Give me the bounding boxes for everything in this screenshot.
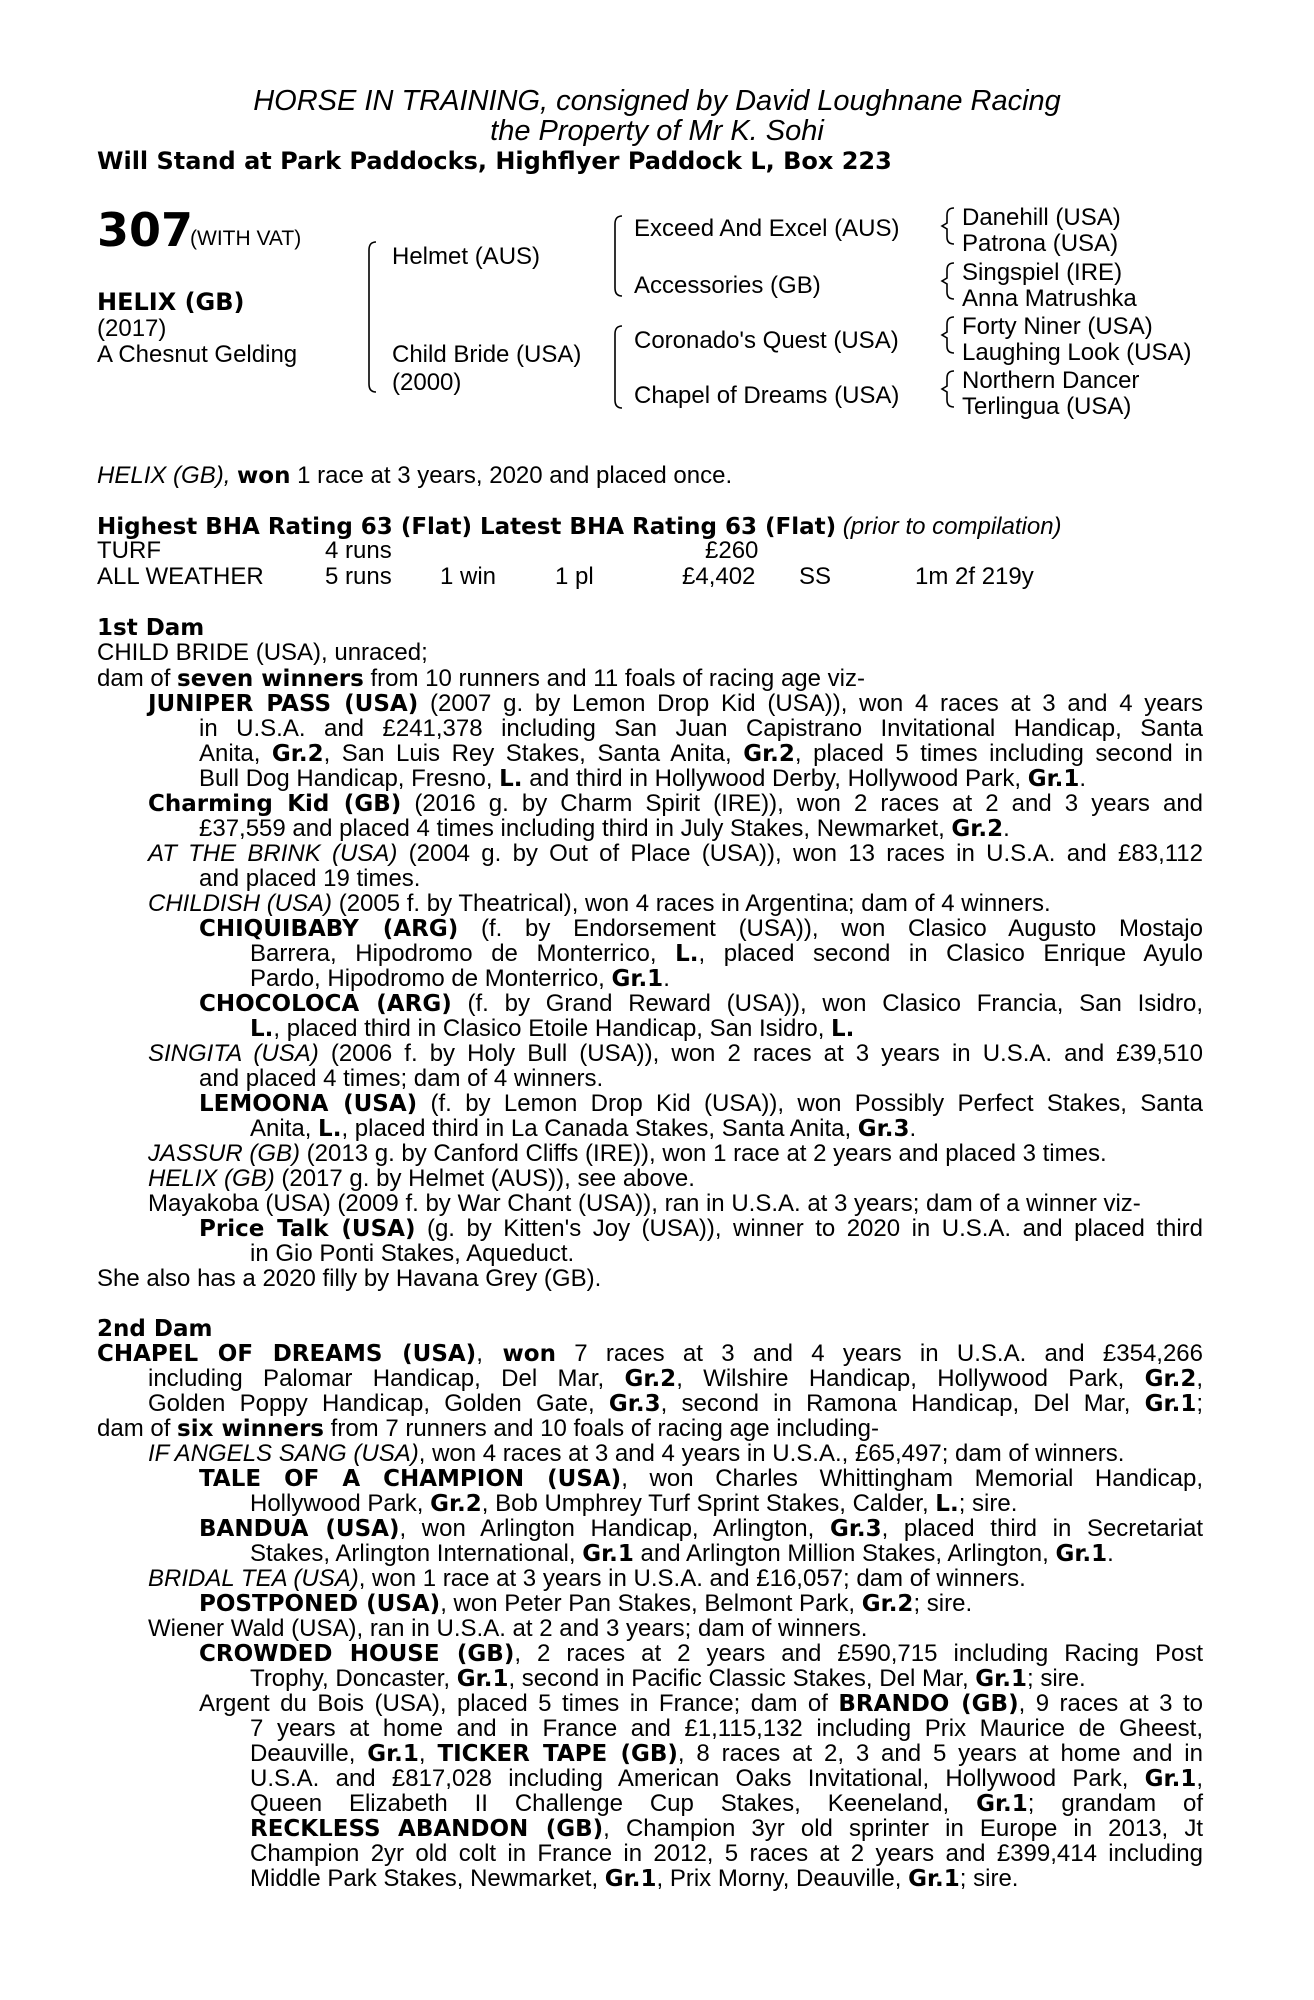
grandprogeny-line: in Gio Ponti Stakes, Aqueduct. [250,1240,575,1267]
g-dam-sire-sire: Forty Niner (USA) [962,313,1153,340]
dam-dam: Chapel of Dreams (USA) [634,382,900,409]
grandprogeny-line: Champion 2yr old colt in France in 2012, 5 races at 2 years and £399,414 including [250,1840,1203,1867]
progeny-line: JUNIPER PASS (USA) (2007 g. by Lemon Drop Kid (USA)), won 4 races at 3 and 4 years [148,690,1203,717]
progeny-line: Wiener Wald (USA), ran in U.S.A. at 2 and 3 years; dam of winners. [148,1615,868,1642]
grandprogeny-line: Middle Park Stakes, Newmarket, Gr.1, Prix Morny, Deauville, Gr.1; sire. [250,1865,1019,1892]
g-sire-dam-sire: Singspiel (IRE) [962,259,1123,286]
grandprogeny-line: BANDUA (USA), won Arlington Handicap, Arlington, Gr.3, placed third in Secretariat [199,1515,1203,1542]
grandprogeny-line: RECKLESS ABANDON (GB), Champion 3yr old sprinter in Europe in 2013, Jt [250,1815,1203,1842]
progeny-line: CHILDISH (USA) (2005 f. by Theatrical), won 4 races in Argentina; dam of 4 winners. [148,890,1051,917]
progeny-line: Anita, Gr.2, San Luis Rey Stakes, Santa Anita, Gr.2, placed 5 times including second in [199,740,1203,767]
second-dam-line: Golden Poppy Handicap, Golden Gate, Gr.3, second in Ramona Handicap, Del Mar, Gr.1; [148,1390,1203,1417]
dam-sire: Coronado's Quest (USA) [634,327,899,354]
grandprogeny-line: Stakes, Arlington International, Gr.1 and Arlington Million Stakes, Arlington, Gr.1. [250,1540,1114,1567]
record-money: £4,402 [682,563,756,590]
g-dam-sire-dam: Laughing Look (USA) [962,339,1192,366]
pedigree-bracket [612,326,624,408]
sire-dam: Accessories (GB) [634,272,821,299]
sire-sire: Exceed And Excel (AUS) [634,215,900,242]
progeny-line: Bull Dog Handicap, Fresno, L. and third in Hollywood Derby, Hollywood Park, Gr.1. [199,765,1087,792]
pedigree-bracket [366,242,378,392]
record-runs: 4 runs [325,537,392,564]
progeny-line: BRIDAL TEA (USA), won 1 race at 3 years in U.S.A. and £16,057; dam of winners. [148,1565,1026,1592]
record-distance: 1m 2f 219y [915,563,1034,590]
progeny-line: and placed 4 times; dam of 4 winners. [199,1065,604,1092]
record-ss: SS [799,563,832,590]
g-sire-sire-dam: Patrona (USA) [962,230,1119,257]
grandprogeny-line: TALE OF A CHAMPION (USA), won Charles Whittingham Memorial Handicap, [199,1465,1203,1492]
pedigree-bracket [612,216,624,296]
progeny-line: £37,559 and placed 4 times including third in July Stakes, Newmarket, Gr.2. [199,815,1010,842]
grandprogeny-line: Hollywood Park, Gr.2, Bob Umphrey Turf Sprint Stakes, Calder, L.; sire. [250,1490,1018,1517]
grandprogeny-line: Queen Elizabeth II Challenge Cup Stakes, Keeneland, Gr.1; grandam of [250,1790,1204,1817]
progeny-line: Mayakoba (USA) (2009 f. by War Chant (USA)), ran in U.S.A. at 3 years; dam of a winner viz- [148,1190,1141,1217]
stand-location: Will Stand at Park Paddocks, Highflyer Paddock L, Box 223 [97,147,892,175]
g-sire-dam-dam: Anna Matrushka [962,285,1137,312]
bha-rating: Highest BHA Rating 63 (Flat) Latest BHA Rating 63 (Flat) (prior to compilation) [97,513,1062,540]
grandprogeny-line: LEMOONA (USA) (f. by Lemon Drop Kid (USA)), won Possibly Perfect Stakes, Santa [199,1090,1203,1117]
grandprogeny-line: L., placed third in Clasico Etoile Handicap, San Isidro, L. [250,1015,855,1042]
first-dam-produce: dam of seven winners from 10 runners and 11 foals of racing age viz- [97,665,865,692]
grandprogeny-line: Argent du Bois (USA), placed 5 times in France; dam of BRANDO (GB), 9 races at 3 to [199,1690,1204,1717]
progeny-line: Charming Kid (GB) (2016 g. by Charm Spirit (IRE)), won 2 races at 2 and 3 years and [148,790,1204,817]
lot-number: 307 [97,203,194,257]
grandprogeny-line: Trophy, Doncaster, Gr.1, second in Pacific Classic Stakes, Del Mar, Gr.1; sire. [250,1665,1086,1692]
g-dam-dam-sire: Northern Dancer [962,367,1140,394]
produce-note: She also has a 2020 filly by Havana Grey (GB). [97,1265,602,1292]
grandprogeny-line: POSTPONED (USA), won Peter Pan Stakes, Belmont Park, Gr.2; sire. [199,1590,973,1617]
second-dam-line: dam of six winners from 7 runners and 10 foals of racing age including- [97,1415,879,1442]
grandprogeny-line: CHOCOLOCA (ARG) (f. by Grand Reward (USA)), won Clasico Francia, San Isidro, [199,990,1203,1017]
record-placed: 1 pl [555,563,594,590]
progeny-line: and placed 19 times. [199,865,421,892]
grandprogeny-line: Anita, L., placed third in La Canada Stakes, Santa Anita, Gr.3. [250,1115,917,1142]
grandprogeny-line: CHIQUIBABY (ARG) (f. by Endorsement (USA)), won Clasico Augusto Mostajo [199,915,1203,942]
pedigree-bracket [940,262,956,300]
g-dam-dam-dam: Terlingua (USA) [962,393,1132,420]
record-surface: ALL WEATHER [97,563,264,590]
grandprogeny-line: Deauville, Gr.1, TICKER TAPE (GB), 8 races at 2, 3 and 5 years at home and in [250,1740,1203,1767]
pedigree-bracket [940,207,956,245]
pedigree-bracket [940,370,956,408]
grandprogeny-line: Pardo, Hipodromo de Monterrico, Gr.1. [250,965,670,992]
record-money: £260 [705,537,759,564]
first-dam-intro: CHILD BRIDE (USA), unraced; [97,639,428,666]
dam: Child Bride (USA) [392,341,582,368]
sire: Helmet (AUS) [392,243,541,270]
progeny-line: JASSUR (GB) (2013 g. by Canford Cliffs (IRE)), won 1 race at 2 years and placed 3 times. [148,1140,1107,1167]
record-wins: 1 win [440,563,497,590]
consignor-line: HORSE IN TRAINING, consigned by David Loughnane Racing [253,85,1061,117]
progeny-line: HELIX (GB) (2017 g. by Helmet (AUS)), see above. [148,1165,695,1192]
property-line: the Property of Mr K. Sohi [490,115,824,147]
dam-year: (2000) [392,369,462,396]
grandprogeny-line: 7 years at home and in France and £1,115,132 including Prix Maurice de Gheest, [250,1715,1203,1742]
g-sire-sire-sire: Danehill (USA) [962,204,1121,231]
grandprogeny-line: CROWDED HOUSE (GB), 2 races at 2 years and £590,715 including Racing Post [199,1640,1204,1667]
second-dam-line: CHAPEL OF DREAMS (USA), won 7 races at 3 and 4 years in U.S.A. and £354,266 [97,1340,1203,1367]
record-surface: TURF [97,537,161,564]
vat-note: (WITH VAT) [190,227,302,250]
race-summary: HELIX (GB), won 1 race at 3 years, 2020 and placed once. [97,462,733,489]
progeny-line: AT THE BRINK (USA) (2004 g. by Out of Place (USA)), won 13 races in U.S.A. and £83,112 [148,840,1204,867]
first-dam-heading: 1st Dam [97,615,205,641]
progeny-line: in U.S.A. and £241,378 including San Juan Capistrano Invitational Handicap, Santa [199,715,1203,742]
progeny-line: SINGITA (USA) (2006 f. by Holy Bull (USA)), won 2 races at 3 years in U.S.A. and £39,510 [148,1040,1203,1067]
record-runs: 5 runs [325,563,392,590]
grandprogeny-line: U.S.A. and £817,028 including American Oaks Invitational, Hollywood Park, Gr.1, [250,1765,1203,1792]
foaling-year: (2017) [97,315,167,342]
horse-name: HELIX (GB) [97,288,245,316]
grandprogeny-line: Barrera, Hipodromo de Monterrico, L., placed second in Clasico Enrique Ayulo [250,940,1203,967]
progeny-line: IF ANGELS SANG (USA), won 4 races at 3 and 4 years in U.S.A., £65,497; dam of winners. [148,1440,1125,1467]
second-dam-heading: 2nd Dam [97,1316,213,1342]
grandprogeny-line: Price Talk (USA) (g. by Kitten's Joy (USA)), winner to 2020 in U.S.A. and placed third [199,1215,1204,1242]
horse-description: A Chesnut Gelding [97,341,298,368]
pedigree-bracket [940,316,956,354]
second-dam-line: including Palomar Handicap, Del Mar, Gr.2, Wilshire Handicap, Hollywood Park, Gr.2, [148,1365,1203,1392]
